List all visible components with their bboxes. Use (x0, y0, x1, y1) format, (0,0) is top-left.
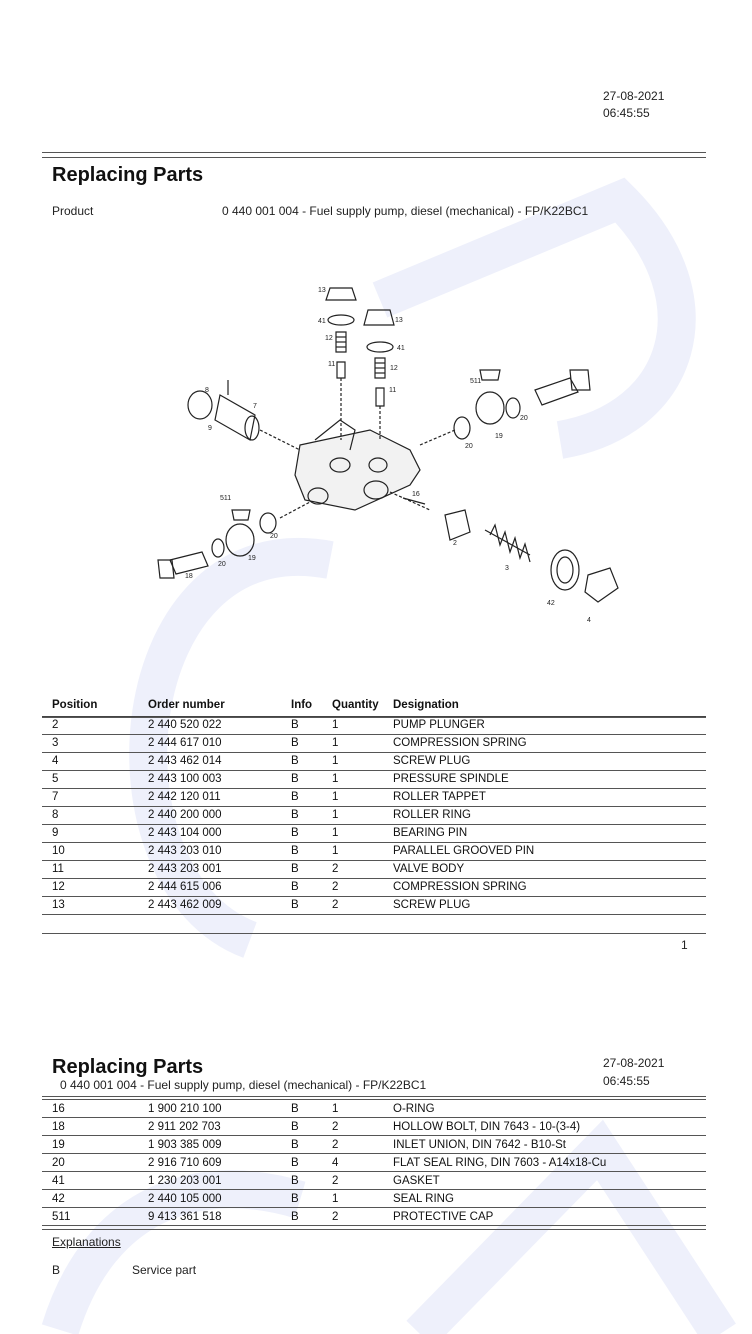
cell-position: 10 (42, 842, 138, 860)
svg-text:11: 11 (328, 361, 336, 368)
table-row (42, 770, 706, 788)
cell-order-number: 2 911 202 703 (138, 1118, 281, 1136)
cell-designation: PRESSURE SPINDLE (383, 770, 706, 788)
cell-info: B (281, 1118, 322, 1136)
cell-position: 16 (42, 1100, 138, 1118)
explanations-heading: Explanations (52, 1235, 121, 1249)
cell-quantity: 2 (322, 878, 383, 896)
table-row (42, 734, 706, 752)
table-row (42, 1100, 706, 1118)
parts-table-body-page-2 (42, 1100, 706, 1226)
cell-position: 18 (42, 1118, 138, 1136)
table-row (42, 716, 706, 734)
header-divider-secondary (42, 157, 706, 158)
table-row (42, 1190, 706, 1208)
cell-quantity: 2 (322, 1118, 383, 1136)
cell-order-number: 2 916 710 609 (138, 1154, 281, 1172)
table-bottom-rule (42, 933, 706, 934)
cell-designation: ROLLER TAPPET (383, 788, 706, 806)
cell-designation: SCREW PLUG (383, 752, 706, 770)
cell-quantity: 1 (322, 806, 383, 824)
cell-quantity: 1 (322, 770, 383, 788)
cell-quantity: 4 (322, 1154, 383, 1172)
product-value: 0 440 001 004 - Fuel supply pump, diesel (mechanical) - FP/K22BC1 (222, 204, 589, 218)
parts-table-page-2 (42, 1100, 706, 1226)
svg-text:20: 20 (218, 561, 226, 568)
cell-order-number: 2 443 104 000 (138, 824, 281, 842)
cell-info: B (281, 1154, 322, 1172)
cell-designation: GASKET (383, 1172, 706, 1190)
svg-text:511: 511 (470, 378, 482, 385)
cell-order-number: 1 903 385 009 (138, 1136, 281, 1154)
cell-info: B (281, 1208, 322, 1226)
cell-position: 5 (42, 770, 138, 788)
cell-info: B (281, 1100, 322, 1118)
cell-position: 2 (42, 716, 138, 734)
cell-designation: HOLLOW BOLT, DIN 7643 - 10-(3-4) (383, 1118, 706, 1136)
table-row (42, 788, 706, 806)
cell-quantity: 1 (322, 1190, 383, 1208)
parts-table-body-page-1 (42, 716, 706, 914)
cell-designation: VALVE BODY (383, 860, 706, 878)
column-header-designation: Designation (393, 698, 459, 711)
table-row (42, 1136, 706, 1154)
table-row (42, 1154, 706, 1172)
svg-text:20: 20 (465, 443, 473, 450)
cell-quantity: 1 (322, 734, 383, 752)
cell-quantity: 2 (322, 1172, 383, 1190)
cell-designation: ROLLER RING (383, 806, 706, 824)
cell-order-number: 2 443 203 001 (138, 860, 281, 878)
cell-designation: PUMP PLUNGER (383, 716, 706, 734)
column-header-info: Info (291, 698, 313, 711)
table-row (42, 806, 706, 824)
svg-text:11: 11 (389, 387, 397, 394)
cell-info: B (281, 878, 322, 896)
cell-order-number: 2 440 200 000 (138, 806, 281, 824)
cell-order-number: 2 444 617 010 (138, 734, 281, 752)
cell-info: B (281, 752, 322, 770)
cell-quantity: 1 (322, 716, 383, 734)
cell-position: 13 (42, 896, 138, 914)
cell-info: B (281, 842, 322, 860)
svg-text:7: 7 (253, 403, 257, 410)
cell-designation: PROTECTIVE CAP (383, 1208, 706, 1226)
header-divider (42, 152, 706, 153)
page-title: Replacing Parts (52, 164, 204, 186)
cell-order-number: 2 443 100 003 (138, 770, 281, 788)
cell-order-number: 1 230 203 001 (138, 1172, 281, 1190)
cell-order-number: 1 900 210 100 (138, 1100, 281, 1118)
page-2-product-value: 0 440 001 004 - Fuel supply pump, diesel (mechanical) - FP/K22BC1 (60, 1078, 427, 1092)
svg-text:4: 4 (587, 617, 591, 624)
cell-quantity: 1 (322, 842, 383, 860)
cell-position: 9 (42, 824, 138, 842)
explanation-text: Service part (132, 1263, 197, 1277)
cell-position: 3 (42, 734, 138, 752)
svg-text:41: 41 (397, 345, 405, 352)
cell-position: 19 (42, 1136, 138, 1154)
table-row (42, 1208, 706, 1226)
cell-order-number: 2 440 520 022 (138, 716, 281, 734)
cell-quantity: 1 (322, 788, 383, 806)
table-row (42, 1118, 706, 1136)
explanation-code: B (52, 1263, 61, 1277)
cell-position: 41 (42, 1172, 138, 1190)
column-header-position: Position (52, 698, 98, 711)
svg-text:2: 2 (453, 540, 457, 547)
cell-designation: BEARING PIN (383, 824, 706, 842)
cell-order-number: 2 443 462 009 (138, 896, 281, 914)
page-2-header-divider (42, 1096, 706, 1097)
cell-order-number: 2 440 105 000 (138, 1190, 281, 1208)
page-2-title: Replacing Parts (52, 1056, 204, 1078)
cell-position: 4 (42, 752, 138, 770)
svg-text:20: 20 (520, 415, 528, 422)
cell-quantity: 2 (322, 896, 383, 914)
page-2-table-bottom-rule (42, 1229, 706, 1230)
table-row (42, 842, 706, 860)
cell-order-number: 2 442 120 011 (138, 788, 281, 806)
cell-info: B (281, 734, 322, 752)
cell-position: 12 (42, 878, 138, 896)
cell-info: B (281, 770, 322, 788)
cell-designation: INLET UNION, DIN 7642 - B10-St (383, 1136, 706, 1154)
cell-info: B (281, 716, 322, 734)
table-header-row (42, 694, 706, 716)
cell-order-number: 2 443 203 010 (138, 842, 281, 860)
svg-text:13: 13 (395, 317, 403, 324)
table-row (42, 860, 706, 878)
cell-info: B (281, 806, 322, 824)
cell-position: 42 (42, 1190, 138, 1208)
cell-info: B (281, 1172, 322, 1190)
cell-position: 11 (42, 860, 138, 878)
exploded-parts-diagram (140, 270, 620, 640)
table-row (42, 752, 706, 770)
print-time: 06:45:55 (603, 106, 650, 120)
svg-text:8: 8 (205, 387, 209, 394)
svg-text:511: 511 (220, 495, 232, 502)
cell-info: B (281, 824, 322, 842)
svg-text:20: 20 (270, 533, 278, 540)
svg-text:18: 18 (185, 573, 193, 580)
table-row (42, 878, 706, 896)
cell-designation: COMPRESSION SPRING (383, 878, 706, 896)
cell-order-number: 2 444 615 006 (138, 878, 281, 896)
table-row (42, 1172, 706, 1190)
svg-text:41: 41 (318, 318, 326, 325)
cell-designation: SCREW PLUG (383, 896, 706, 914)
cell-designation: SEAL RING (383, 1190, 706, 1208)
svg-text:19: 19 (248, 555, 256, 562)
cell-position: 511 (42, 1208, 138, 1226)
parts-table-page-1 (42, 694, 706, 915)
cell-position: 20 (42, 1154, 138, 1172)
cell-designation: PARALLEL GROOVED PIN (383, 842, 706, 860)
svg-text:3: 3 (505, 565, 509, 572)
cell-position: 7 (42, 788, 138, 806)
cell-info: B (281, 860, 322, 878)
cell-designation: FLAT SEAL RING, DIN 7603 - A14x18-Cu (383, 1154, 706, 1172)
cell-info: B (281, 1136, 322, 1154)
svg-text:16: 16 (412, 491, 420, 498)
svg-text:12: 12 (390, 365, 398, 372)
cell-quantity: 1 (322, 1100, 383, 1118)
cell-position: 8 (42, 806, 138, 824)
cell-order-number: 2 443 462 014 (138, 752, 281, 770)
table-header-underline (42, 717, 706, 718)
column-header-order-number: Order number (148, 698, 225, 711)
cell-quantity: 1 (322, 824, 383, 842)
cell-designation: COMPRESSION SPRING (383, 734, 706, 752)
svg-text:13: 13 (318, 287, 326, 294)
svg-text:9: 9 (208, 425, 212, 432)
svg-text:42: 42 (547, 600, 555, 607)
cell-designation: O-RING (383, 1100, 706, 1118)
cell-quantity: 2 (322, 1208, 383, 1226)
cell-quantity: 2 (322, 860, 383, 878)
cell-info: B (281, 1190, 322, 1208)
print-date: 27-08-2021 (603, 89, 665, 103)
cell-quantity: 2 (322, 1136, 383, 1154)
table-row (42, 896, 706, 914)
cell-info: B (281, 788, 322, 806)
page-2-print-date: 27-08-2021 (603, 1056, 665, 1070)
product-label: Product (52, 204, 94, 218)
column-header-quantity: Quantity (332, 698, 379, 711)
cell-info: B (281, 896, 322, 914)
cell-quantity: 1 (322, 752, 383, 770)
table-row (42, 824, 706, 842)
page-number: 1 (681, 938, 688, 952)
page-2-print-time: 06:45:55 (603, 1074, 650, 1088)
cell-order-number: 9 413 361 518 (138, 1208, 281, 1226)
svg-text:12: 12 (325, 335, 333, 342)
svg-text:19: 19 (495, 433, 503, 440)
